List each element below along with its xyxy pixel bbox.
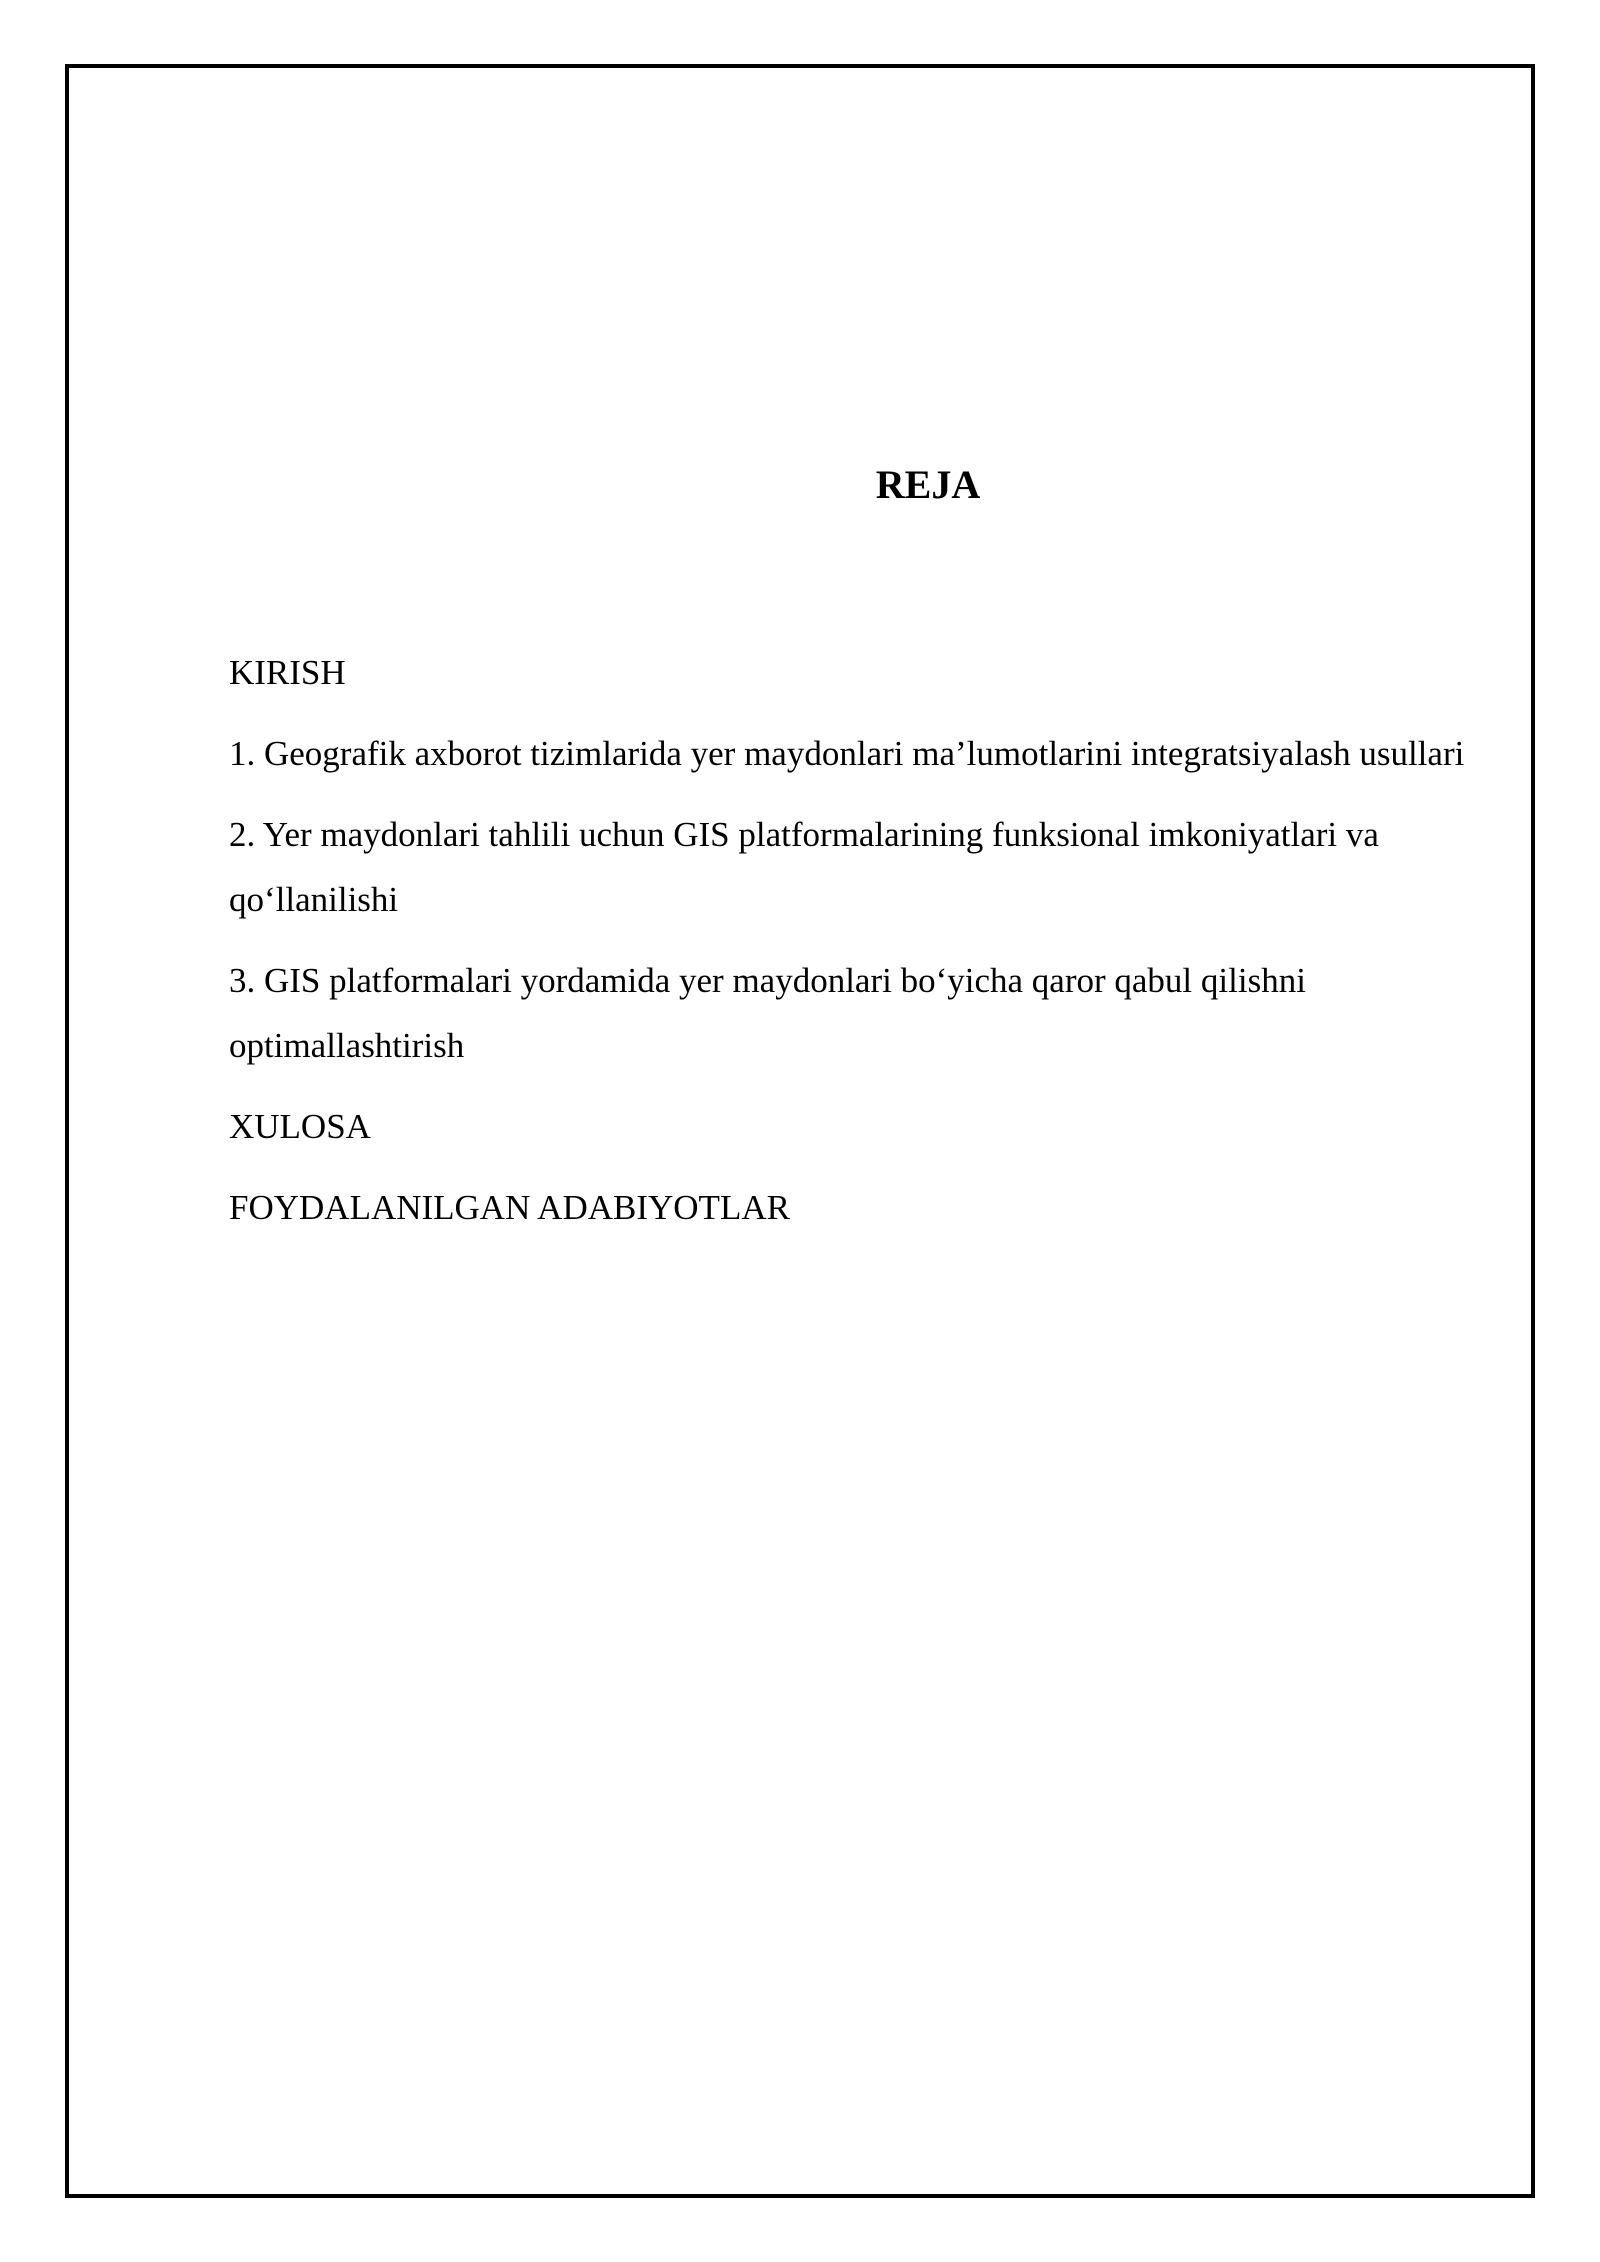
plan-item-introduction: KIRISH bbox=[229, 653, 346, 692]
plan-item-chapter-2: 2. Yer maydonlari tahlili uchun GIS platformalarining funksional imkoniyatlari va qo‘llanilishi bbox=[229, 815, 1379, 919]
plan-item-chapter-1: 1. Geografik axborot tizimlarida yer maydonlari ma’lumotlarini integratsiyalash usullari bbox=[229, 734, 1465, 773]
plan-item-conclusion: XULOSA bbox=[229, 1107, 371, 1146]
plan-list bbox=[229, 640, 1479, 1256]
plan-item-chapter-3: 3. GIS platformalari yordamida yer maydonlari bo‘yicha qaror qabul qilishni optimallashtirish bbox=[229, 961, 1306, 1065]
page-title: REJA bbox=[875, 462, 981, 507]
plan-item-references: FOYDALANILGAN ADABIYOTLAR bbox=[229, 1188, 790, 1227]
document-content bbox=[229, 460, 1479, 1227]
